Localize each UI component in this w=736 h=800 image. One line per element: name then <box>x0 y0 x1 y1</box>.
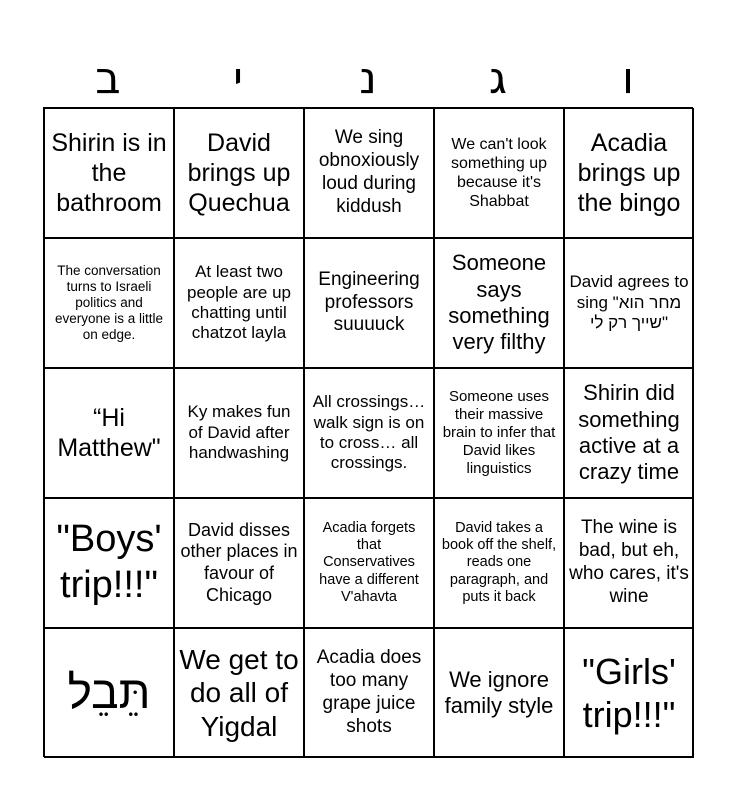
bingo-cell[interactable]: We ignore family style <box>434 628 564 758</box>
bingo-cell[interactable]: David takes a book off the shelf, reads one paragraph, and puts it back <box>434 498 564 628</box>
header-letter: ג <box>488 52 508 104</box>
bingo-cell[interactable]: “Hi Matthew" <box>44 368 174 498</box>
header-letter: נ <box>359 52 377 104</box>
bingo-cell[interactable]: David disses other places in favour of Chicago <box>174 498 304 628</box>
bingo-cell[interactable]: Someone says something very filthy <box>434 238 564 368</box>
bingo-cell[interactable]: תֵּבֵל <box>44 628 174 758</box>
bingo-cell[interactable]: Acadia brings up the bingo <box>564 108 694 238</box>
bingo-cell[interactable]: Engineering professors suuuuck <box>304 238 434 368</box>
bingo-cell[interactable]: "Girls' trip!!!" <box>564 628 694 758</box>
bingo-cell[interactable]: At least two people are up chatting until chatzot layla <box>174 238 304 368</box>
header-letter: ב <box>95 52 121 104</box>
bingo-cell[interactable]: The wine is bad, but eh, who cares, it's wine <box>564 498 694 628</box>
bingo-cell[interactable]: David agrees to sing "מחר הוא שייך רק לי" <box>564 238 694 368</box>
bingo-cell[interactable]: We get to do all of Yigdal <box>174 628 304 758</box>
bingo-cell[interactable]: The conversation turns to Israeli politics and everyone is a little on edge. <box>44 238 174 368</box>
bingo-cell[interactable]: Shirin is in the bathroom <box>44 108 174 238</box>
bingo-cell[interactable]: David brings up Quechua <box>174 108 304 238</box>
bingo-cell[interactable]: Ky makes fun of David after handwashing <box>174 368 304 498</box>
bingo-cell[interactable]: We sing obnoxiously loud during kiddush <box>304 108 434 238</box>
bingo-cell[interactable]: "Boys' trip!!!" <box>44 498 174 628</box>
bingo-cell[interactable]: Acadia does too many grape juice shots <box>304 628 434 758</box>
bingo-cell[interactable]: Someone uses their massive brain to infer that David likes linguistics <box>434 368 564 498</box>
bingo-cell[interactable]: We can't look something up because it's Shabbat <box>434 108 564 238</box>
bingo-cell[interactable]: All crossings… walk sign is on to cross… all crossings. <box>304 368 434 498</box>
header-letter: ו <box>622 52 634 104</box>
bingo-cell[interactable]: Shirin did something active at a crazy time <box>564 368 694 498</box>
bingo-board <box>43 107 693 757</box>
bingo-header <box>43 48 693 108</box>
header-letter: י <box>233 52 243 104</box>
bingo-cell[interactable]: Acadia forgets that Conservatives have a different V'ahavta <box>304 498 434 628</box>
